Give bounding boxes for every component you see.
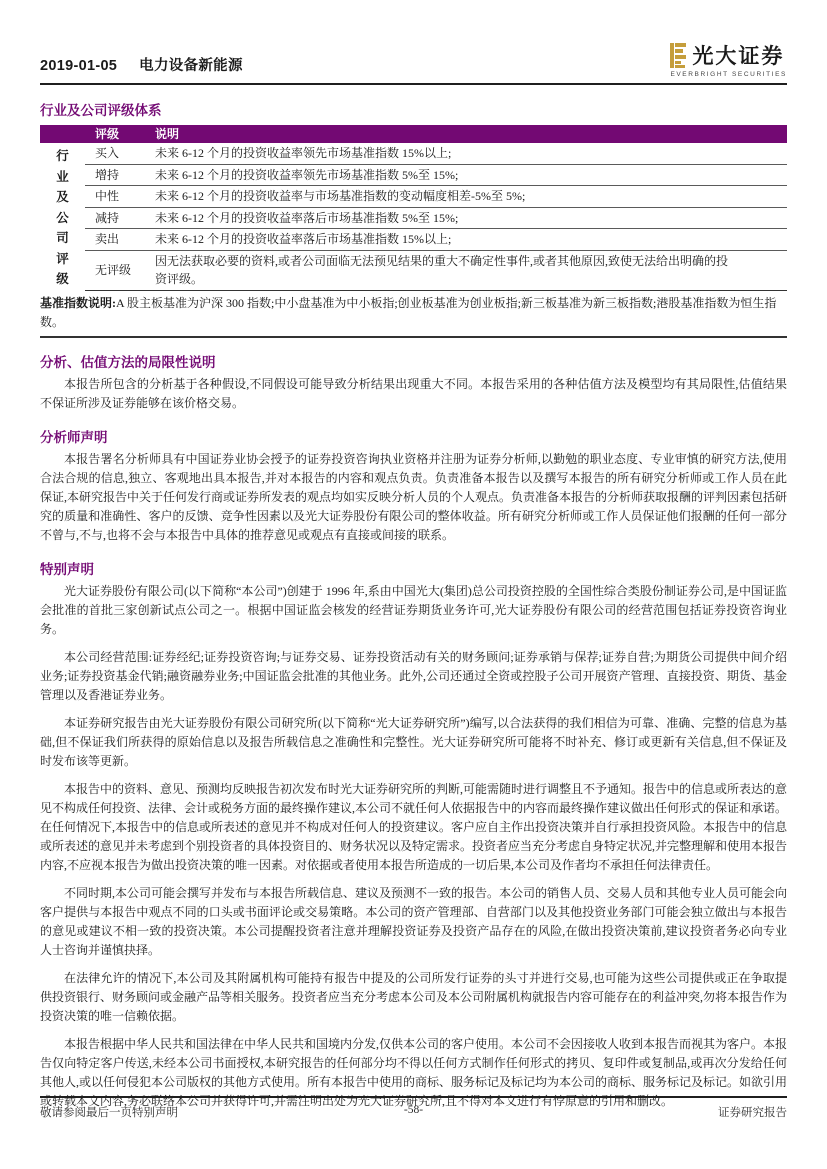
row-group-char: 评 [56,251,69,266]
rating-cell: 中性 [95,189,120,203]
section-paragraphs [40,375,787,413]
rating-cell: 卖出 [95,232,120,246]
row-group-char: 及 [56,190,69,205]
rating-table [40,125,787,338]
rating-table-row [85,165,787,187]
brand-logo [670,40,787,79]
rating-description-cell: 未来 6-12 个月的投资收益率与市场基准指数的变动幅度相差-5%至 5%; [155,189,526,203]
brand-subtitle: EVERBRIGHT SECURITIES [670,71,787,78]
page-header [40,0,787,85]
section-heading: 特别声明 [40,561,94,577]
report-category: 电力设备新能源 [139,58,243,74]
row-group-vertical-label [40,143,85,291]
row-group-char: 公 [56,210,69,225]
page-number: -58- [403,1104,424,1116]
rating-table-row [85,251,787,291]
rating-table-row [85,143,787,165]
rating-cell: 减持 [95,210,120,225]
benchmark-text: A 股主板基准为沪深 300 指数;中小盘基准为中小板指;创业板基准为创业板指;新三板基准为新三板指数;港股基准指数为恒生指数。 [40,295,777,329]
brand-name: 光大证券 [692,44,785,68]
disclaimer-sections [40,351,787,1111]
rating-description-cell: 未来 6-12 个月的投资收益率落后市场基准指数 5%至 15%; [155,210,459,225]
page-content [40,99,787,1111]
benchmark-note [40,291,787,338]
row-group-char: 司 [56,231,69,246]
rating-description-cell: 未来 6-12 个月的投资收益率领先市场基准指数 15%以上; [155,146,452,160]
report-date: 2019-01-05 [40,58,118,74]
rating-table-header-spacer [40,125,85,143]
rating-system-title: 行业及公司评级体系 [40,103,162,118]
rating-table-row [85,186,787,208]
disclaimer-section [40,351,787,413]
rating-table-row [85,229,787,251]
rating-description-cell: 因无法获取必要的资料,或者公司面临无法预见结果的重大不确定性事件,或者其他原因,致使无法给出明确的投资评级。 [155,253,729,286]
rating-description-cell: 未来 6-12 个月的投资收益率领先市场基准指数 5%至 15%; [155,167,459,182]
everbright-logo-icon [670,43,687,68]
disclaimer-paragraph: 本证券研究报告由光大证券股份有限公司研究所(以下简称“光大证券研究所”)编写,以合法获得的我们相信为可靠、准确、完整的信息为基础,但不保证我们所获得的原始信息以及报告所载信息之准确性和完整性。光大证券研究所可能将不时补充、修订或更新有关信息,但不保证及时发布该等更新。 [40,715,787,768]
rating-table-body [40,143,787,291]
description-column-header: 说明 [155,127,180,141]
rating-table-header [40,125,787,143]
footer-disclaimer: 敬请参阅最后一页特别声明 [40,1107,178,1119]
report-meta [40,54,243,79]
row-group-char: 行 [56,149,69,164]
section-paragraphs [40,582,787,1111]
disclaimer-paragraph: 本报告根据中华人民共和国法律在中华人民共和国境内分发,仅供本公司的客户使用。本公司不会因接收人收到本报告而视其为客户。本报告仅向特定客户传送,未经本公司书面授权,本研究报告的任何部分均不得以任何方式制作任何形式的拷贝、复印件或复制品,或再次分发给任何其他人,或以任何侵犯本公司版权的其他方式使用。所有本报告中使用的商标、服务标记及标记均为本公司的商标、服务标记及标记。如欲引用或转载本文内容,务必联络本公司并获得许可,并需注明出处为光大证券研究所,且不得对本文进行有悖原意的引用和删改。 [40,1036,788,1108]
disclaimer-paragraph: 本报告所包含的分析基于各种假设,不同假设可能导致分析结果出现重大不同。本报告采用的各种估值方法及模型均有其局限性,估值结果不保证所涉及证券能够在该价格交易。 [40,376,787,410]
section-heading: 分析师声明 [40,429,108,445]
rating-rows [85,143,787,291]
disclaimer-paragraph: 光大证券股份有限公司(以下简称“本公司”)创建于 1996 年,系由中国光大(集团)总公司投资控股的全国性综合类股份制证券公司,是中国证监会批准的首批三家创新试点公司之一。根据中国证监会核发的经营证券期货业务许可,光大证券股份有限公司的经营范围包括证券投资咨询业务。 [40,583,787,636]
page-footer [40,1096,787,1120]
disclaimer-paragraph: 在法律允许的情况下,本公司及其附属机构可能持有报告中提及的公司所发行证券的头寸并进行交易,也可能为这些公司提供或正在争取提供投资银行、财务顾问或金融产品等相关服务。投资者应当充分考虑本公司及本公司附属机构就报告内容可能存在的利益冲突,勿将本报告作为投资决策的唯一信赖依据。 [40,970,788,1023]
disclaimer-section [40,558,787,1111]
section-heading: 分析、估值方法的局限性说明 [40,354,216,370]
rating-cell: 增持 [95,167,120,182]
benchmark-label: 基准指数说明: [40,295,116,310]
row-group-char: 级 [56,272,69,287]
disclaimer-paragraph: 本报告署名分析师具有中国证券业协会授予的证券投资咨询执业资格并注册为证券分析师,以勤勉的职业态度、专业审慎的研究方法,使用合法合规的信息,独立、客观地出具本报告,并对本报告的内容和观点负责。负责准备本报告以及撰写本报告的所有研究分析师或工作人员在此保证,本研究报告中关于任何发行商或证券所发表的观点均如实反映分析人员的个人观点。负责准备本报告的分析师获取报酬的评判因素包括研究的质量和准确性、客户的反馈、竞争性因素以及光大证券股份有限公司的整体收益。所有研究分析师或工作人员保证他们报酬的任何一部分不曾与,不与,也将不会与本报告中具体的推荐意见或观点有直接或间接的联系。 [40,451,788,542]
disclaimer-section [40,426,787,545]
section-paragraphs [40,450,787,545]
footer-report-type: 证券研究报告 [718,1107,787,1119]
rating-cell: 无评级 [95,262,132,277]
rating-column-header: 评级 [95,127,120,141]
disclaimer-paragraph: 本报告中的资料、意见、预测均反映报告初次发布时光大证券研究所的判断,可能需随时进行调整且不予通知。报告中的信息或所表达的意见不构成任何投资、法律、会计或税务方面的最终操作建议,本公司不就任何人依据报告中的内容而最终操作建议做出任何形式的保证和承诺。在任何情况下,本报告中的信息或所表述的意见并不构成对任何人的投资建议。客户应自主作出投资决策并自行承担投资风险。本报告中的信息或所表述的意见并未考虑到个别投资者的具体投资目的、财务状况以及特定需求。投资者应当充分考虑自身特定状况,并完整理解和使用本报告内容,不应视本报告为做出投资决策的唯一因素。对依据或者使用本报告所造成的一切后果,本公司及作者均不承担任何法律责任。 [40,781,788,872]
rating-cell: 买入 [95,146,120,160]
rating-table-row [85,208,787,230]
disclaimer-paragraph: 本公司经营范围:证券经纪;证券投资咨询;与证券交易、证券投资活动有关的财务顾问;证券承销与保荐;证券自营;为期货公司提供中间介绍业务;证券投资基金代销;融资融券业务;中国证监会批准的其他业务。此外,公司还通过全资或控股子公司开展资产管理、直接投资、期货、基金管理以及香港证券业务。 [40,649,787,702]
row-group-char: 业 [56,169,69,184]
disclaimer-paragraph: 不同时期,本公司可能会撰写并发布与本报告所载信息、建议及预测不一致的报告。本公司的销售人员、交易人员和其他专业人员可能会向客户提供与本报告中观点不同的口头或书面评论或交易策略。本公司的资产管理部、自营部门以及其他投资业务部门可能会独立做出与本报告的意见或建议不相一致的投资决策。本公司提醒投资者注意并理解投资证券及投资产品存在的风险,在做出投资决策前,建议投资者务必向专业人士咨询并谨慎抉择。 [40,885,788,957]
rating-description-cell: 未来 6-12 个月的投资收益率落后市场基准指数 15%以上; [155,232,452,246]
